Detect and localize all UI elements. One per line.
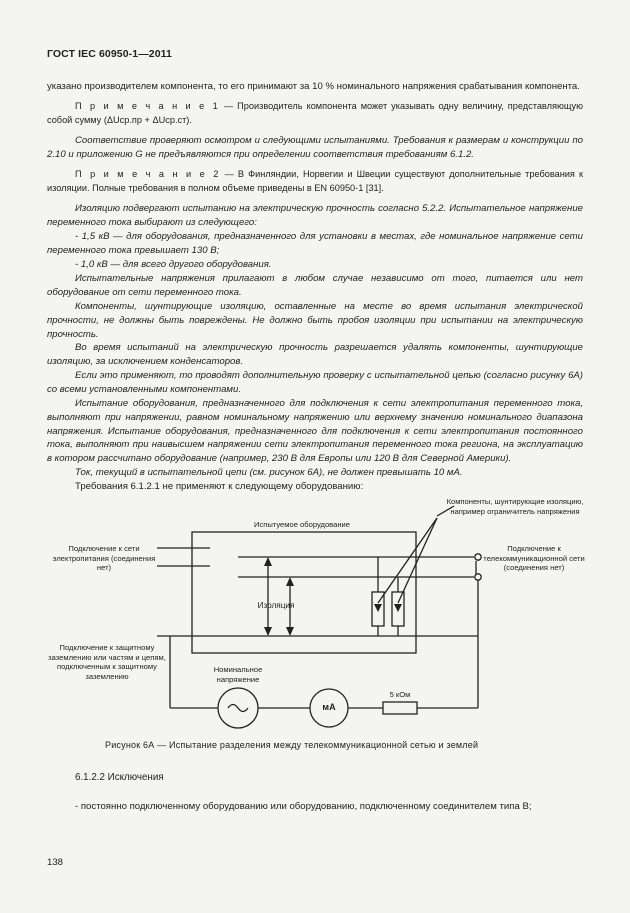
- paragraph: Изоляцию подвергают испытанию на электрическую прочность согласно 5.2.2. Испытательное напряжение переменного тока выбирают из следующего:: [47, 203, 583, 228]
- paragraph: Компоненты, шунтирующие изоляцию, оставленные на месте во время испытания электрической прочности, не должны быть повреждены. Не должно быть пробоя изоляции при испытании на электрическую прочность.: [47, 301, 583, 340]
- figure-caption: Рисунок 6А — Испытание разделения между телекоммуникационной сетью и землей: [105, 740, 479, 750]
- note-text: — В Финляндии, Норвегии и Швеции существуют дополнительные требования к изоляции. Полные требования в полном объеме приведены в EN 60950-1 [31].: [47, 169, 583, 193]
- label-nominal-voltage: Номинальное напряжение: [213, 665, 263, 684]
- paragraph: - 1,5 кВ — для оборудования, предназначенного для установки в местах, где номинальное напряжение сети переменного тока превышает 130 В;: [47, 231, 583, 256]
- label-mains: Подключение к сети электропитания (соединения нет): [52, 544, 156, 572]
- paragraph: Во время испытаний на электрическую прочность разрешается удалять компоненты, шунтирующие изоляцию, за исключением конденсаторов.: [47, 342, 583, 367]
- milliammeter-label: мА: [322, 702, 336, 712]
- paragraph: Если это применяют, то проводят дополнительную проверку с испытательной цепью (согласно рисунку 6А) со всеми установленными компонентами.: [47, 370, 583, 395]
- section-title: 6.1.2.2 Исключения: [75, 772, 164, 783]
- paragraph: Требования 6.1.2.1 не применяют к следующему оборудованию:: [75, 481, 364, 492]
- note-label: П р и м е ч а н и е 2: [75, 169, 221, 179]
- resistor-label: 5 кОм: [389, 690, 411, 699]
- note-label: П р и м е ч а н и е 1: [75, 101, 220, 111]
- page-number: 138: [47, 857, 64, 868]
- paragraph: - постоянно подключенному оборудованию или оборудованию, подключенному соединителем типа В;: [75, 801, 532, 812]
- paragraph: указано производителем компонента, то его принимают за 10 % номинального напряжения срабатывания компонента.: [47, 81, 580, 92]
- paragraph: Ток, текущий в испытательной цепи (см. рисунок 6А), не должен превышать 10 мА.: [75, 467, 463, 478]
- label-components: Компоненты, шунтирующие изоляцию, например ограничитель напряжения: [446, 497, 584, 516]
- label-telecom: Подключение к телекоммуникационной сети (соединения нет): [483, 544, 585, 572]
- note-text: — Производитель компонента может указывать одну величину, представляющую собой сумму (ΔUср.пр + ΔUср.ст).: [47, 101, 583, 125]
- label-earth: Подключение к защитному заземлению или частям и цепям, подключенным к защитному заземлению: [48, 643, 166, 681]
- label-insulation: Изоляция: [257, 601, 295, 610]
- paragraph: - 1,0 кВ — для всего другого оборудования.: [75, 259, 272, 270]
- paragraph: Соответствие проверяют осмотром и следующими испытаниями. Требования к размерам и конструкции по 2.10 и приложению G не предъявляются при определении соответствия требованиям 6.1.2.: [47, 135, 583, 160]
- label-equipment: Испытуемое оборудование: [253, 520, 351, 529]
- paragraph: Испытательные напряжения прилагают в любом случае независимо от того, питается или нет оборудование от сети переменного тока.: [47, 273, 583, 298]
- document-header: ГОСТ IEC 60950-1—2011: [47, 48, 172, 60]
- paragraph: Испытание оборудования, предназначенного для подключения к сети электропитания переменного тока, выполняют при напряжении, равном номинальному напряжению или верхнему значению номинального диапазона напряжения. Испытание оборудования, предназначенного для подключения к сети электропитания постоянного тока, выполняют при наивысшем напряжении сети электропитания переменного тока региона, на эксплуатацию в котором рассчитано оборудование (например, 230 В для Европы или 120 В для Северной Америки).: [47, 398, 583, 465]
